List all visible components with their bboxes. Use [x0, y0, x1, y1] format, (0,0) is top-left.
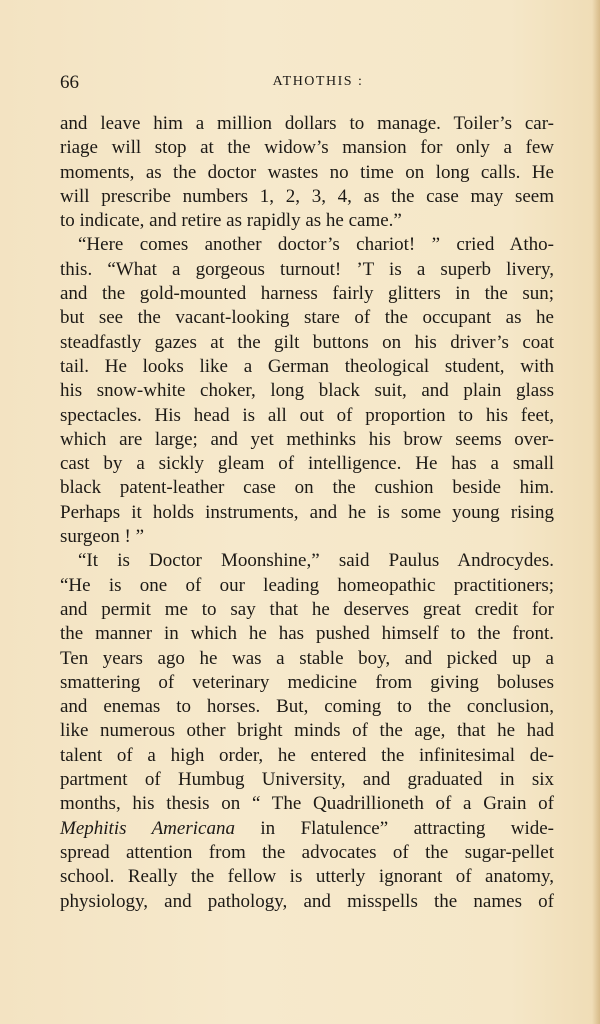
text-line: spectacles. His head is all out of proportion to his feet,	[60, 404, 554, 426]
text-line: school. Really the fellow is utterly ignorant of anatomy,	[60, 866, 554, 888]
text-line: Ten years ago he was a stable boy, and picked up a	[60, 647, 554, 669]
text-line: riage will stop at the widow’s mansion for only a few	[60, 137, 554, 159]
page-number: 66	[60, 72, 79, 93]
page-edge	[592, 0, 600, 1024]
text-line: surgeon ! ”	[60, 526, 145, 548]
text-line: partment of Humbug University, and graduated in six	[60, 769, 554, 791]
text-line: black patent-leather case on the cushion beside him.	[60, 477, 554, 499]
italic-phrase: Mephitis Americana	[60, 817, 235, 839]
text-line: and leave him a million dollars to manage. Toiler’s car-	[60, 113, 554, 134]
text-line: the manner in which he has pushed himself to the front.	[60, 623, 554, 645]
text-line: will prescribe numbers 1, 2, 3, 4, as the case may seem	[60, 185, 554, 207]
text-line: which are large; and yet methinks his brow seems over-	[60, 428, 554, 450]
text-line: talent of a high order, he entered the infinitesimal de-	[60, 744, 554, 766]
text-line: months, his thesis on “ The Quadrillioneth of a Grain of	[60, 793, 554, 815]
text-line: spread attention from the advocates of the sugar-pellet	[60, 841, 554, 863]
text-line: “Here comes another doctor’s chariot! ” cried Atho-	[78, 234, 554, 256]
text-line: to indicate, and retire as rapidly as he came.”	[60, 210, 402, 232]
text-line: his snow-white choker, long black suit, and plain glass	[60, 380, 554, 402]
text-line: “It is Doctor Moonshine,” said Paulus Androcydes.	[78, 550, 554, 572]
text-line: like numerous other bright minds of the age, that he had	[60, 720, 554, 742]
text-line: smattering of veterinary medicine from giving boluses	[60, 671, 554, 693]
running-head: ATHOTHIS :	[272, 74, 364, 89]
body-text	[60, 112, 554, 914]
text-line: steadfastly gazes at the gilt buttons on his driver’s coat	[60, 331, 554, 353]
page-header	[60, 72, 554, 96]
text-line: Perhaps it holds instruments, and he is some young rising	[60, 501, 554, 523]
text-line: cast by a sickly gleam of intelligence. He has a small	[60, 453, 554, 475]
text-line: tail. He looks like a German theological student, with	[60, 355, 554, 377]
text-line: Mephitis Americana in Flatulence” attracting wide-	[60, 817, 555, 839]
text-line: physiology, and pathology, and misspells the names of	[60, 890, 554, 912]
text-line: “He is one of our leading homeopathic practitioners;	[60, 574, 554, 596]
text-line: moments, as the doctor wastes no time on long calls. He	[60, 161, 554, 183]
text-line: and enemas to horses. But, coming to the conclusion,	[60, 696, 554, 718]
text-line: and the gold-mounted harness fairly glitters in the sun;	[60, 283, 554, 305]
text-line: this. “What a gorgeous turnout! ’T is a superb livery,	[60, 258, 554, 280]
text-line: and permit me to say that he deserves great credit for	[60, 598, 554, 620]
text-line: but see the vacant-looking stare of the occupant as he	[60, 307, 554, 329]
